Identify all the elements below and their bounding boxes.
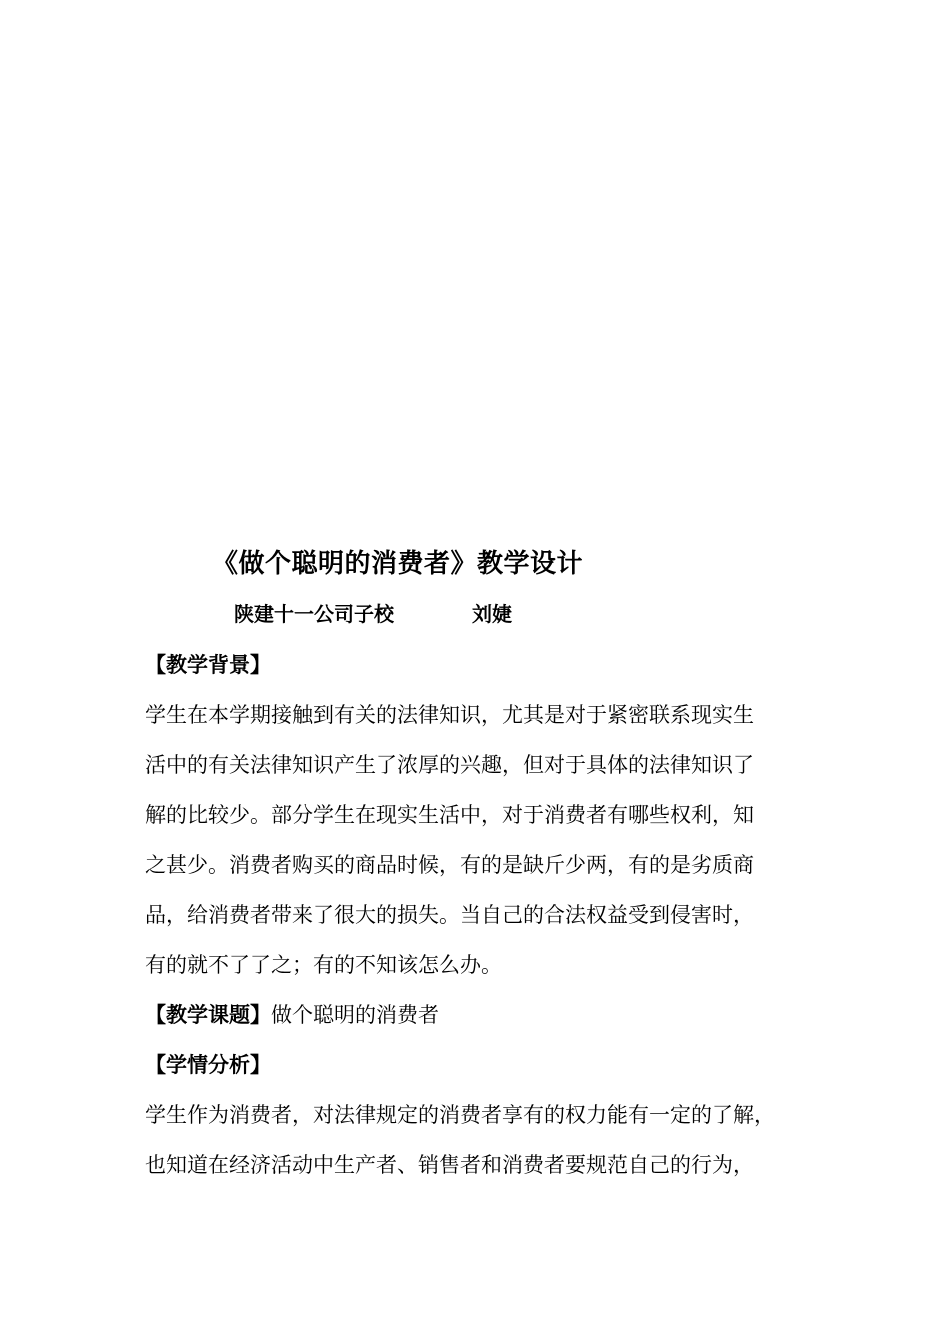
paragraph-line: 学生在本学期接触到有关的法律知识，尤其是对于紧密联系现实生 [145, 703, 754, 727]
section-heading-analysis: 【学情分析】 [145, 1052, 271, 1077]
section-heading-background: 【教学背景】 [145, 652, 271, 677]
document-title: 《做个聪明的消费者》教学设计 [212, 549, 584, 579]
topic-value: 做个聪明的消费者 [271, 1003, 439, 1027]
author-name: 刘婕 [472, 602, 512, 626]
paragraph-line: 品，给消费者带来了很大的损失。当自己的合法权益受到侵害时， [145, 903, 754, 927]
paragraph-line: 学生作为消费者，对法律规定的消费者享有的权力能有一定的了解， [145, 1103, 775, 1127]
byline [234, 598, 512, 627]
section-topic [145, 990, 845, 1040]
paragraph-line: 解的比较少。部分学生在现实生活中，对于消费者有哪些权利，知 [145, 803, 754, 827]
paragraph-line: 之甚少。消费者购买的商品时候，有的是缺斤少两，有的是劣质商 [145, 853, 754, 877]
document-body [145, 640, 845, 1190]
school-name: 陕建十一公司子校 [234, 602, 394, 626]
paragraph-line: 活中的有关法律知识产生了浓厚的兴趣，但对于具体的法律知识了 [145, 753, 754, 777]
section-heading-topic: 【教学课题】 [145, 1002, 271, 1027]
paragraph-line: 有的就不了了之；有的不知该怎么办。 [145, 953, 502, 977]
paragraph-line: 也知道在经济活动中生产者、销售者和消费者要规范自己的行为， [145, 1153, 754, 1177]
